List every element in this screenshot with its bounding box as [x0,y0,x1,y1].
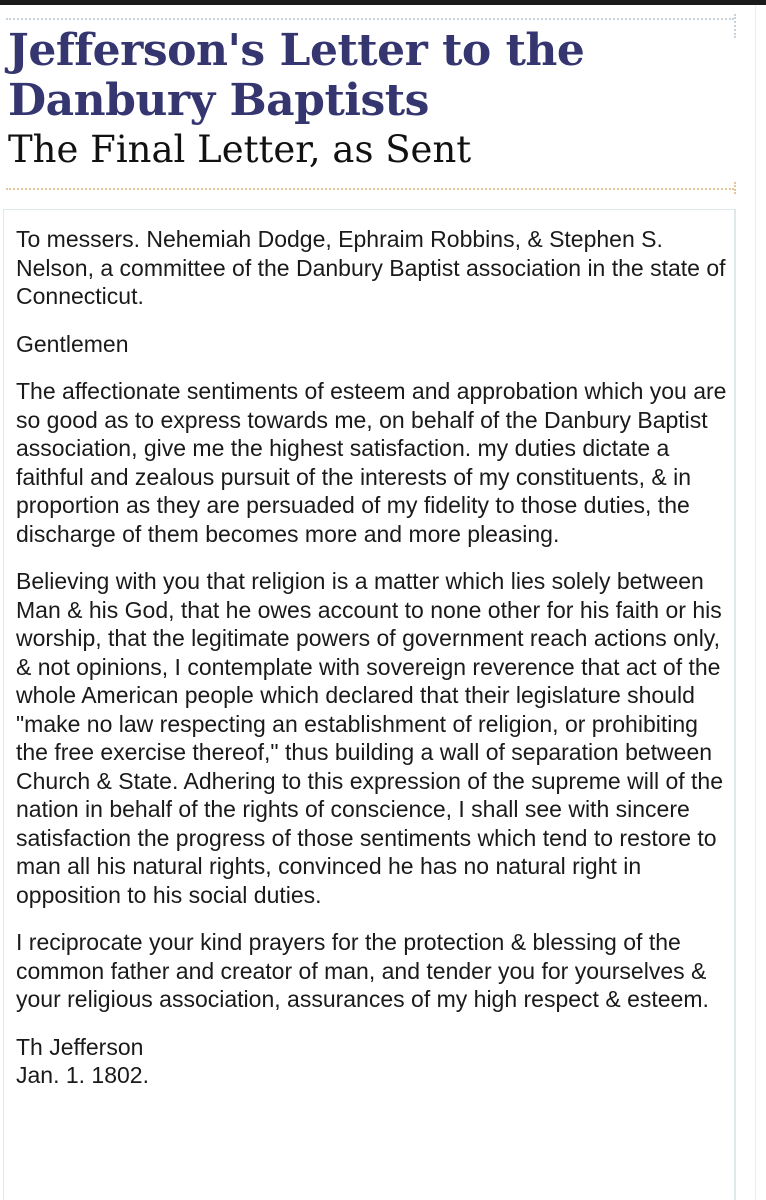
letter-address: To messers. Nehemiah Dodge, Ephraim Robbins, & Stephen S. Nelson, a committee of the Danbury Baptist association in the state of Connecticut. [16,226,726,309]
top-divider [6,18,734,20]
letter-paragraph: Believing with you that religion is a matter which lies solely between Man & his God, that he owes account to none other for his faith or his worship, that the legitimate powers of government reach actions only, & not opinions, I contemplate with sovereign reverence that act of the whole American people which declared that their legislature should "make no law respecting an establishment of religion, or prohibiting the free exercise thereof," thus building a wall of separation between Church & State. Adhering to this expression of the supreme will of the nation in behalf of the rights of conscience, I shall see with sincere satisfaction the progress of those sentiments which tend to restore to man all his natural rights, convinced he has no natural right in opposition to his social duties. [16,568,723,908]
page-heading [8,26,748,172]
top-bar [0,0,766,5]
page-subtitle: The Final Letter, as Sent [8,128,472,171]
letter-date: Jan. 1. 1802. [16,1062,149,1088]
page-edge [755,5,766,1200]
letter-signature: Th Jefferson [16,1033,144,1060]
page-title: Jefferson's Letter to the Danbury Baptists [8,25,585,126]
letter-greeting: Gentlemen [16,330,129,357]
letter-paragraph: I reciprocate your kind prayers for the protection & blessing of the common father and creator of man, and tender you for yourselves & your religious association, assurances of my high respect & esteem. [16,929,709,1012]
letter-body [16,225,728,1090]
letter-paragraph: The affectionate sentiments of esteem and approbation which you are so good as to express towards me, on behalf of the Danbury Baptist association, give me the highest satisfaction. my duties dictate a faithful and zealous pursuit of the interests of my constituents, & in proportion as they are persuaded of my fidelity to those duties, the discharge of them becomes more and more pleasing. [16,378,727,547]
heading-divider-cap [734,182,736,194]
heading-divider [6,188,734,190]
